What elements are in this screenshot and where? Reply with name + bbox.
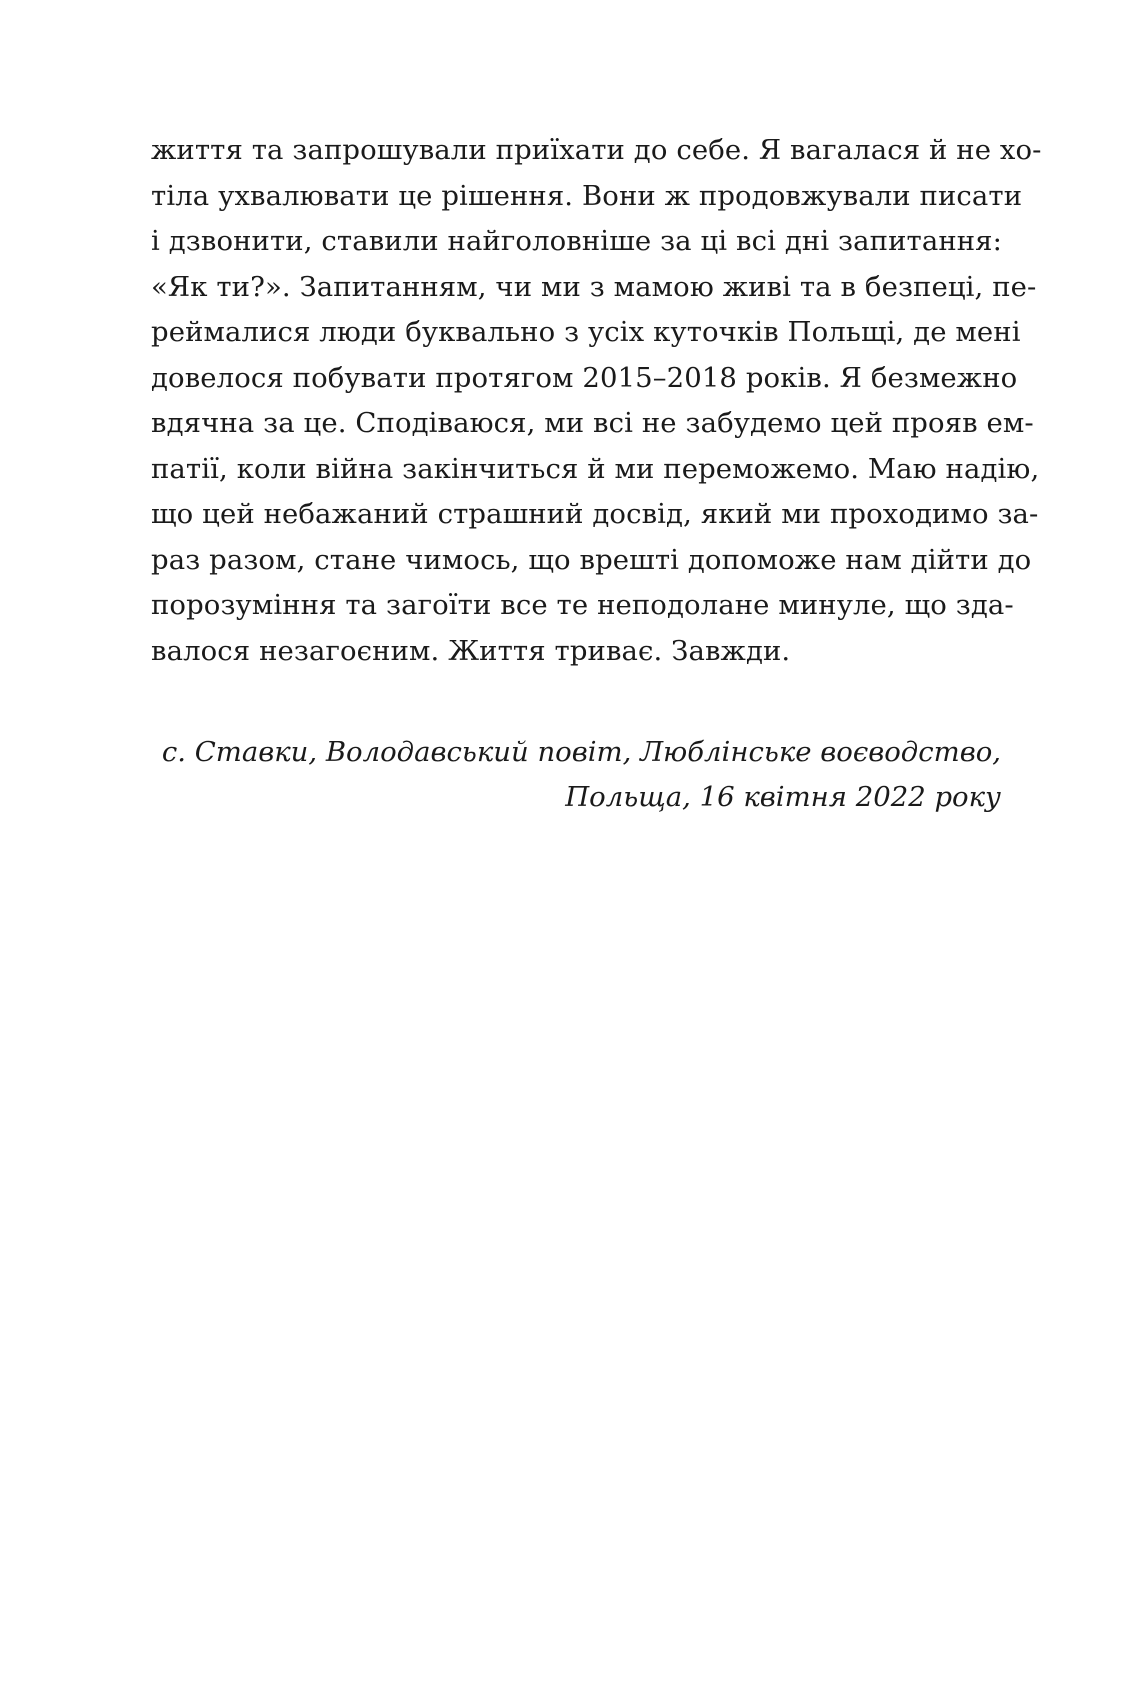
text-line: «Як ти?». Запитанням, чи ми з мамою живі та в безпеці, пе-: [151, 270, 1037, 303]
text-line: тіла ухвалювати це рішення. Вони ж продовжували писати: [151, 179, 1023, 212]
text-line: раз разом, стане чимось, що врешті допоможе нам дійти до: [151, 543, 1032, 576]
text-line: довелося побувати протягом 2015–2018 років. Я безмежно: [151, 361, 1018, 394]
place-date-signature: [101, 730, 1001, 820]
text-line: вдячна за це. Сподіваюся, ми всі не забудемо цей прояв ем-: [151, 407, 1034, 439]
text-line: реймалися люди буквально з усіх куточків Польщі, де мені: [151, 316, 1021, 348]
text-line: що цей небажаний страшний досвід, який ми проходимо за-: [151, 498, 1039, 530]
signature-date: Польща, 16 квітня 2022 року: [565, 781, 1001, 813]
text-line: життя та запрошували приїхати до себе. Я вагалася й не хо-: [151, 134, 1042, 166]
text-line: порозуміння та загоїти все те неподолане минуле, що зда-: [151, 589, 1014, 621]
body-paragraph: [151, 128, 1042, 674]
text-line: валося незагоєним. Життя триває. Завжди.: [151, 634, 791, 667]
signature-place: с. Ставки, Володавський повіт, Люблінське воєводство,: [161, 736, 1001, 768]
text-line: патії, коли війна закінчиться й ми переможемо. Маю надію,: [151, 452, 1040, 485]
text-line: і дзвонити, ставили найголовніше за ці всі дні запитання:: [151, 225, 1002, 257]
